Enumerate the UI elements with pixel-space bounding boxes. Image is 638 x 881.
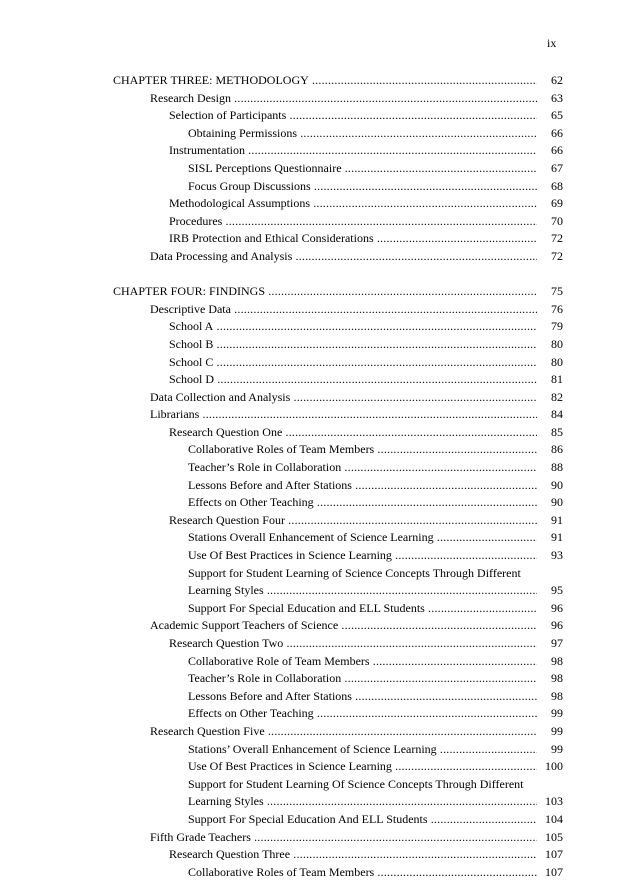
toc-entry: [0, 424, 638, 442]
toc-entry: [0, 178, 638, 196]
toc-entry-page: 93: [537, 547, 563, 565]
toc-entry: [0, 213, 638, 231]
toc-entry-page: 96: [537, 617, 563, 635]
toc-entry-page: 63: [537, 90, 563, 108]
toc-entry-title: Collaborative Roles of Team Members .....: [188, 864, 537, 881]
toc-entry-title: Data Processing and Analysis .....: [150, 248, 537, 266]
toc-entry-page: 65: [537, 107, 563, 125]
toc-entry: [0, 653, 638, 671]
toc-entry-page: 79: [537, 318, 563, 336]
toc-entry-title: School C .....: [169, 354, 537, 372]
toc-entry-page: 100: [537, 758, 563, 776]
toc-entry: [0, 793, 638, 811]
toc-entry: [0, 301, 638, 319]
toc-entry-title: Lessons Before and After Stations .....: [188, 477, 537, 495]
toc-entry: [0, 741, 638, 759]
toc-entry: [0, 406, 638, 424]
toc-entry-title: Teacher’s Role in Collaboration .....: [188, 459, 537, 477]
toc-entry-page: 98: [537, 670, 563, 688]
toc-entry-title: Data Collection and Analysis .....: [150, 389, 537, 407]
toc-entry-title: Learning Styles .....: [188, 793, 537, 811]
toc-entry: [0, 125, 638, 143]
toc-entry-page: 107: [537, 864, 563, 881]
toc-entry-title: Collaborative Role of Team Members .....: [188, 653, 537, 671]
toc-entry-title: Effects on Other Teaching .....: [188, 494, 537, 512]
toc-entry: [0, 389, 638, 407]
toc-entry: [0, 512, 638, 530]
toc-entry-title: SISL Perceptions Questionnaire .....: [188, 160, 537, 178]
toc-entry-page: 82: [537, 389, 563, 407]
toc-entry-title: Academic Support Teachers of Science .....: [150, 617, 537, 635]
toc-entry-page: 68: [537, 178, 563, 196]
toc-entry-title: Lessons Before and After Stations .....: [188, 688, 537, 706]
toc-entry: [0, 354, 638, 372]
toc-entry-page: 88: [537, 459, 563, 477]
table-of-contents: [0, 72, 638, 881]
toc-entry-page: 99: [537, 705, 563, 723]
toc-entry: [0, 582, 638, 600]
toc-entry-page: 70: [537, 213, 563, 231]
toc-entry: [0, 459, 638, 477]
toc-entry-title: Support for Student Learning Of Science Concepts Through Different: [188, 776, 524, 791]
toc-entry-page: 95: [537, 582, 563, 600]
toc-entry: [0, 688, 638, 706]
toc-entry: [0, 142, 638, 160]
toc-entry-title: Procedures .....: [169, 213, 537, 231]
toc-entry: [0, 846, 638, 864]
toc-entry-page: 67: [537, 160, 563, 178]
toc-entry-title: Librarians .....: [150, 406, 537, 424]
toc-entry-page: 85: [537, 424, 563, 442]
toc-entry-title: Research Question Two .....: [169, 635, 537, 653]
toc-entry-title: Support For Special Education And ELL Students .....: [188, 811, 537, 829]
toc-entry-page: 105: [537, 829, 563, 847]
toc-entry: [0, 635, 638, 653]
toc-entry: [0, 477, 638, 495]
toc-entry-page: 66: [537, 142, 563, 160]
toc-entry: [0, 758, 638, 776]
toc-entry: [0, 705, 638, 723]
toc-entry-page: 99: [537, 741, 563, 759]
toc-entry: [0, 829, 638, 847]
toc-entry-title: Descriptive Data .....: [150, 301, 537, 319]
toc-entry-page: 97: [537, 635, 563, 653]
toc-entry-page: 103: [537, 793, 563, 811]
toc-entry-title: Instrumentation .....: [169, 142, 537, 160]
toc-entry-title: Research Question One .....: [169, 424, 537, 442]
toc-entry: [0, 617, 638, 635]
toc-entry-title: Focus Group Discussions .....: [188, 178, 537, 196]
toc-entry: [0, 547, 638, 565]
toc-entry-page: 80: [537, 354, 563, 372]
toc-entry-title: Learning Styles .....: [188, 582, 537, 600]
toc-entry-title: School B .....: [169, 336, 537, 354]
toc-entry: [0, 336, 638, 354]
toc-entry-page: 72: [537, 248, 563, 266]
toc-entry: [0, 529, 638, 547]
toc-entry: [0, 723, 638, 741]
toc-entry: [0, 670, 638, 688]
toc-spacer: [0, 266, 638, 284]
toc-entry-page: 76: [537, 301, 563, 319]
toc-entry-page: 86: [537, 441, 563, 459]
toc-entry-page: 72: [537, 230, 563, 248]
toc-chapter-entry: [0, 72, 638, 90]
toc-entry-page: 98: [537, 688, 563, 706]
toc-entry: [0, 864, 638, 881]
toc-entry: [0, 90, 638, 108]
toc-entry-page: 90: [537, 494, 563, 512]
toc-entry-page: 62: [537, 72, 563, 90]
toc-entry-title: Support for Student Learning of Science Concepts Through Different: [188, 565, 521, 580]
toc-entry: [0, 371, 638, 389]
toc-entry: [0, 230, 638, 248]
toc-entry-title: Use Of Best Practices in Science Learning .....: [188, 547, 537, 565]
toc-entry-page: 91: [537, 529, 563, 547]
toc-entry-page: 104: [537, 811, 563, 829]
toc-entry-page: 98: [537, 653, 563, 671]
toc-entry-title: School A .....: [169, 318, 537, 336]
toc-entry-page: 81: [537, 371, 563, 389]
toc-entry-title: Use Of Best Practices in Science Learning .....: [188, 758, 537, 776]
toc-chapter-entry: [0, 283, 638, 301]
toc-entry: [0, 107, 638, 125]
page-number: ix: [547, 36, 557, 50]
toc-entry-title: Collaborative Roles of Team Members .....: [188, 441, 537, 459]
toc-entry: [0, 248, 638, 266]
toc-entry-page: 80: [537, 336, 563, 354]
toc-entry: [0, 441, 638, 459]
toc-entry-page: 84: [537, 406, 563, 424]
toc-entry: [0, 600, 638, 618]
toc-entry: [0, 776, 638, 794]
toc-entry-title: Stations’ Overall Enhancement of Science Learning .....: [188, 741, 537, 759]
toc-entry-title: Research Design .....: [150, 90, 537, 108]
toc-entry-title: Methodological Assumptions .....: [169, 195, 537, 213]
toc-entry: [0, 494, 638, 512]
toc-entry: [0, 318, 638, 336]
toc-entry: [0, 195, 638, 213]
toc-entry-title: Support For Special Education and ELL Students .....: [188, 600, 537, 618]
toc-entry-title: Research Question Four .....: [169, 512, 537, 530]
toc-entry-page: 90: [537, 477, 563, 495]
toc-entry-page: 75: [537, 283, 563, 301]
toc-entry: [0, 565, 638, 583]
toc-entry-title: IRB Protection and Ethical Considerations .....: [169, 230, 537, 248]
toc-entry-page: 107: [537, 846, 563, 864]
toc-entry-title: Research Question Five .....: [150, 723, 537, 741]
toc-entry: [0, 160, 638, 178]
toc-entry-page: 91: [537, 512, 563, 530]
toc-entry-title: Stations Overall Enhancement of Science Learning .....: [188, 529, 537, 547]
toc-entry-title: School D .....: [169, 371, 537, 389]
toc-entry-title: CHAPTER FOUR: FINDINGS .....: [113, 283, 537, 301]
toc-entry-title: Obtaining Permissions .....: [188, 125, 537, 143]
toc-entry-page: 69: [537, 195, 563, 213]
toc-entry-title: Teacher’s Role in Collaboration .....: [188, 670, 537, 688]
toc-entry-page: 66: [537, 125, 563, 143]
toc-entry-page: 99: [537, 723, 563, 741]
toc-entry-title: Selection of Participants .....: [169, 107, 537, 125]
toc-entry-page: 96: [537, 600, 563, 618]
toc-entry-title: Fifth Grade Teachers .....: [150, 829, 537, 847]
toc-entry-title: Effects on Other Teaching .....: [188, 705, 537, 723]
toc-entry-title: Research Question Three .....: [169, 846, 537, 864]
toc-entry-title: CHAPTER THREE: METHODOLOGY .....: [113, 72, 537, 90]
